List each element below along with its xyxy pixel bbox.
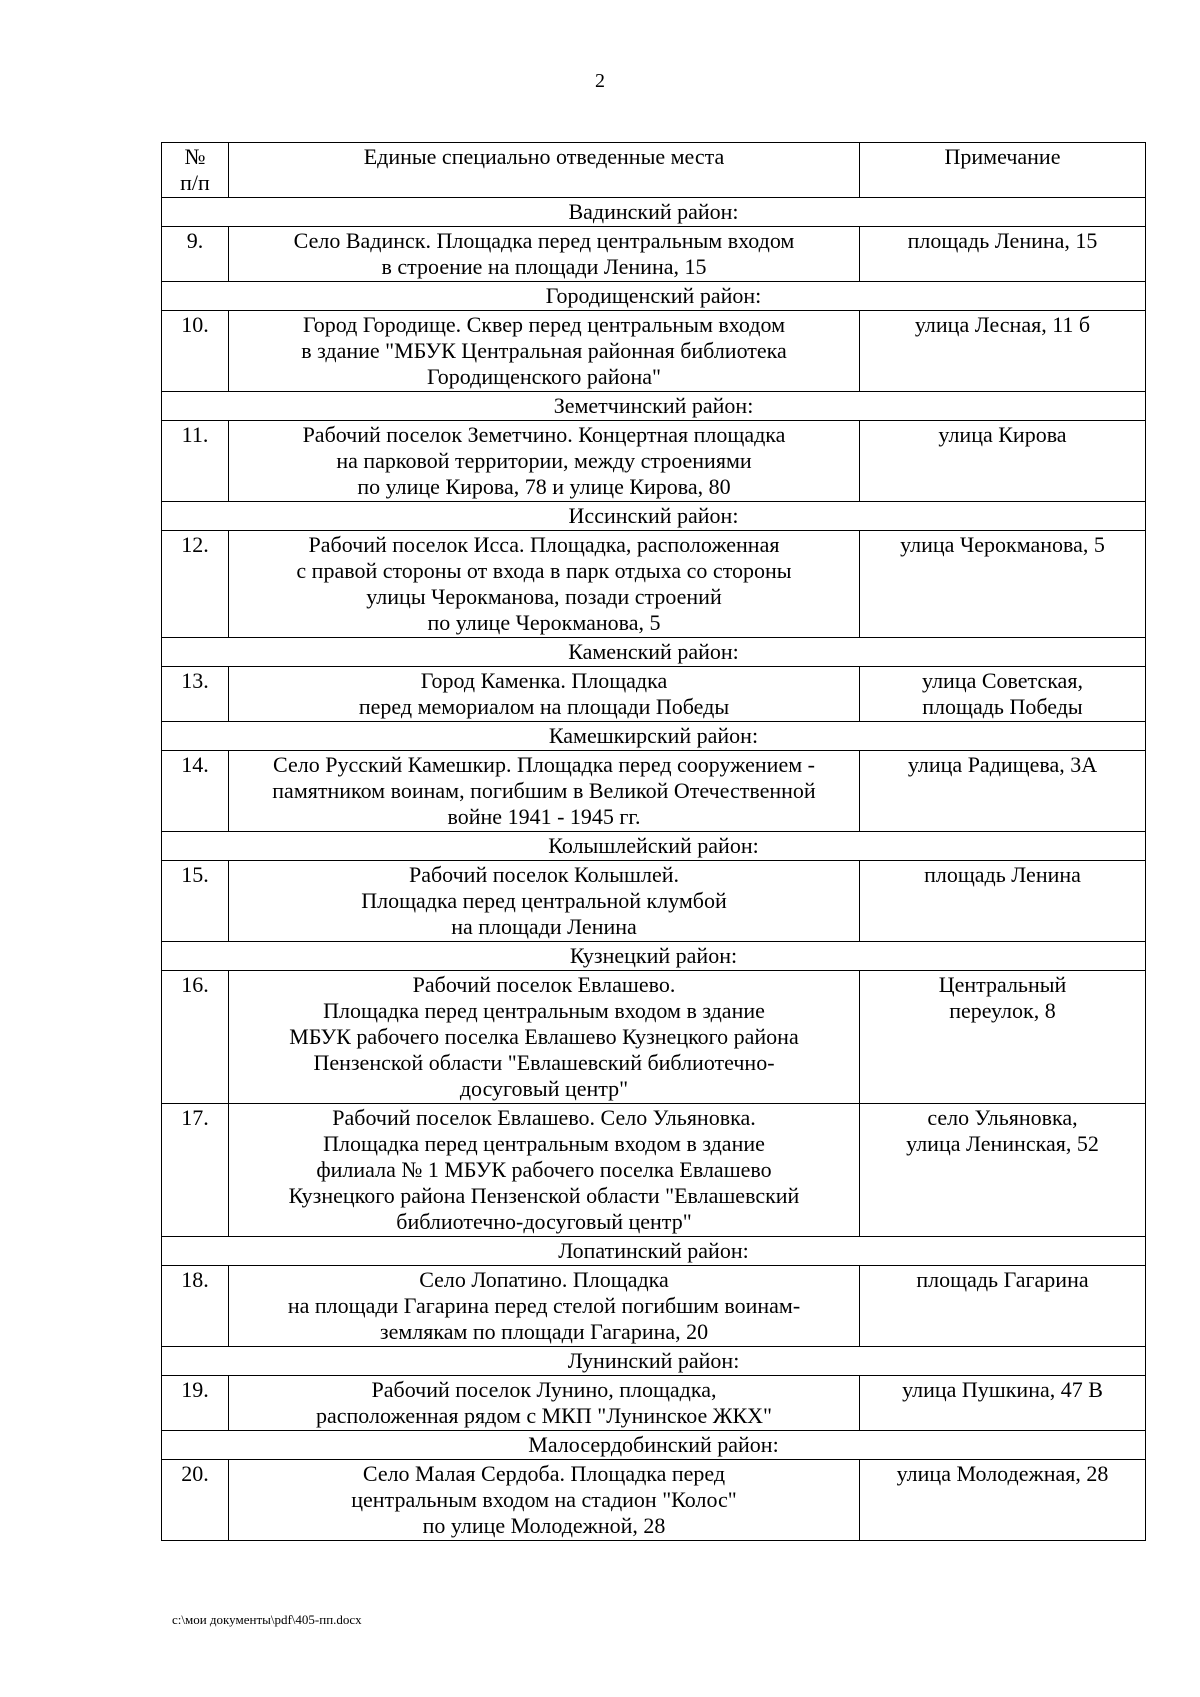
row-note: площадь Ленина, 15: [860, 227, 1146, 282]
row-number: 15.: [162, 861, 229, 942]
district-row: [162, 502, 1146, 531]
district-name: Каменский район:: [162, 638, 1146, 667]
row-place: Село Лопатино. Площадка на площади Гагарина перед стелой погибшим воинам- землякам по площади Гагарина, 20: [229, 1266, 860, 1347]
row-number: 14.: [162, 751, 229, 832]
row-number: 16.: [162, 971, 229, 1104]
row-place: Город Городище. Сквер перед центральным входом в здание "МБУК Центральная районная библиотека Городищенского района": [229, 311, 860, 392]
header-note: Примечание: [860, 143, 1146, 198]
row-number: 20.: [162, 1460, 229, 1541]
district-name: Иссинский район:: [162, 502, 1146, 531]
district-row: [162, 282, 1146, 311]
row-place: Село Русский Камешкир. Площадка перед сооружением - памятником воинам, погибшим в Великой Отечественной войне 1941 - 1945 гг.: [229, 751, 860, 832]
district-name: Камешкирский район:: [162, 722, 1146, 751]
row-note: улица Пушкина, 47 В: [860, 1376, 1146, 1431]
header-number: [162, 143, 229, 198]
district-row: [162, 392, 1146, 421]
row-note: улица Молодежная, 28: [860, 1460, 1146, 1541]
row-number: 13.: [162, 667, 229, 722]
district-row: [162, 942, 1146, 971]
table-row: [162, 1104, 1146, 1237]
row-note: улица Советская, площадь Победы: [860, 667, 1146, 722]
row-place: Село Вадинск. Площадка перед центральным входом в строение на площади Ленина, 15: [229, 227, 860, 282]
header-place: Единые специально отведенные места: [229, 143, 860, 198]
row-place: Рабочий поселок Евлашево. Село Ульяновка. Площадка перед центральным входом в здание филиала № 1 МБУК рабочего поселка Евлашево Кузнецкого района Пензенской области "Евлашевский библиотечно-досуговый центр": [229, 1104, 860, 1237]
row-place: Город Каменка. Площадка перед мемориалом на площади Победы: [229, 667, 860, 722]
row-note: площадь Ленина: [860, 861, 1146, 942]
table-row: [162, 861, 1146, 942]
district-row: [162, 1431, 1146, 1460]
district-row: [162, 722, 1146, 751]
district-name: Лопатинский район:: [162, 1237, 1146, 1266]
row-place: Село Малая Сердоба. Площадка перед центральным входом на стадион "Колос" по улице Молодежной, 28: [229, 1460, 860, 1541]
row-note: улица Кирова: [860, 421, 1146, 502]
table-row: [162, 1376, 1146, 1431]
district-row: [162, 1237, 1146, 1266]
table-row: [162, 751, 1146, 832]
district-name: Земетчинский район:: [162, 392, 1146, 421]
row-number: 12.: [162, 531, 229, 638]
district-name: Вадинский район:: [162, 198, 1146, 227]
district-name: Лунинский район:: [162, 1347, 1146, 1376]
table-row: [162, 421, 1146, 502]
district-name: Кузнецкий район:: [162, 942, 1146, 971]
row-note: Центральный переулок, 8: [860, 971, 1146, 1104]
row-place: Рабочий поселок Исса. Площадка, расположенная с правой стороны от входа в парк отдыха со стороны улицы Черокманова, позади строений по улице Черокманова, 5: [229, 531, 860, 638]
table-row: [162, 227, 1146, 282]
row-note: село Ульяновка, улица Ленинская, 52: [860, 1104, 1146, 1237]
row-note: улица Лесная, 11 б: [860, 311, 1146, 392]
row-note: улица Радищева, 3А: [860, 751, 1146, 832]
table-row: [162, 311, 1146, 392]
row-number: 17.: [162, 1104, 229, 1237]
district-name: Малосердобинский район:: [162, 1431, 1146, 1460]
row-place: Рабочий поселок Лунино, площадка, расположенная рядом с МКП "Лунинское ЖКХ": [229, 1376, 860, 1431]
row-number: 9.: [162, 227, 229, 282]
table-body: [162, 198, 1146, 1541]
table-header-row: [162, 143, 1146, 198]
row-place: Рабочий поселок Колышлей. Площадка перед центральной клумбой на площади Ленина: [229, 861, 860, 942]
header-number-text: № п/п: [180, 144, 210, 195]
row-place: Рабочий поселок Земетчино. Концертная площадка на парковой территории, между строениями по улице Кирова, 78 и улице Кирова, 80: [229, 421, 860, 502]
row-number: 10.: [162, 311, 229, 392]
row-number: 11.: [162, 421, 229, 502]
table-row: [162, 971, 1146, 1104]
table-row: [162, 531, 1146, 638]
district-row: [162, 638, 1146, 667]
table-row: [162, 667, 1146, 722]
table-row: [162, 1266, 1146, 1347]
row-note: улица Черокманова, 5: [860, 531, 1146, 638]
district-row: [162, 832, 1146, 861]
places-table: [161, 142, 1146, 1541]
district-name: Городищенский район:: [162, 282, 1146, 311]
row-note: площадь Гагарина: [860, 1266, 1146, 1347]
row-place: Рабочий поселок Евлашево. Площадка перед центральным входом в здание МБУК рабочего поселка Евлашево Кузнецкого района Пензенской области "Евлашевский библиотечно- досуговый центр": [229, 971, 860, 1104]
district-row: [162, 1347, 1146, 1376]
row-number: 18.: [162, 1266, 229, 1347]
table-row: [162, 1460, 1146, 1541]
page-number: 2: [595, 70, 605, 92]
district-name: Колышлейский район:: [162, 832, 1146, 861]
row-number: 19.: [162, 1376, 229, 1431]
footer-file-path: c:\мои документы\pdf\405-пп.docx: [172, 1612, 362, 1627]
district-row: [162, 198, 1146, 227]
